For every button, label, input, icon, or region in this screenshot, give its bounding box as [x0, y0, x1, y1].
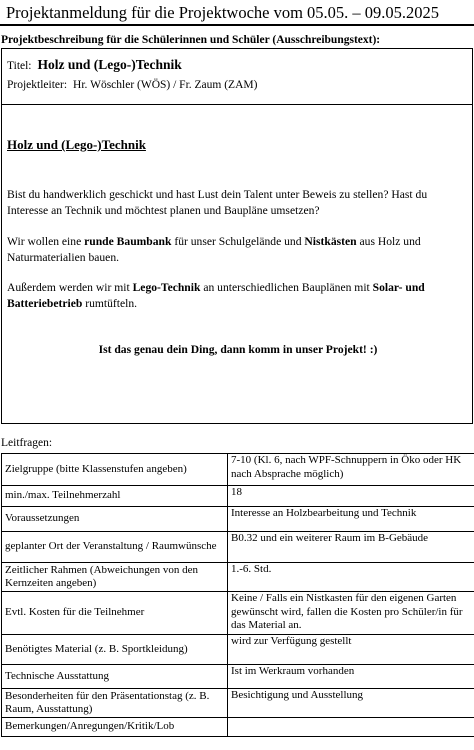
table-row: [2, 592, 474, 635]
table-row: [2, 532, 474, 563]
project-leader-line: [7, 79, 257, 91]
row-value: 18: [228, 486, 474, 507]
row-value: [228, 718, 474, 737]
row-label: Voraussetzungen: [2, 507, 228, 532]
project-leader: Hr. Wöschler (WÖS) / Fr. Zaum (ZAM): [73, 79, 258, 91]
table-row: [2, 718, 474, 737]
row-label: Besonderheiten für den Präsentationstag (z. B. Raum, Ausstattung): [2, 689, 228, 718]
row-value: wird zur Verfügung gestellt: [228, 635, 474, 665]
table-row: [2, 454, 474, 486]
table-row: [2, 665, 474, 689]
row-value: 7-10 (Kl. 6, nach WPF-Schnuppern in Öko oder HK nach Absprache möglich): [228, 454, 474, 486]
paragraph-plans-text-3: aus Holz und Naturmaterialien bauen.: [7, 235, 421, 264]
row-value: Interesse an Holzbearbeitung und Technik: [228, 507, 474, 532]
leitfragen-label: Leitfragen:: [1, 437, 53, 449]
row-value: B0.32 und ein weiterer Raum im B-Gebäude: [228, 532, 474, 563]
paragraph-plans-text-1: Wir wollen eine: [7, 235, 85, 248]
row-value: Keine / Falls ein Nistkasten für den eigenen Garten gewünscht wird, fallen die Kosten pro Schüler/in für das Material an.: [228, 592, 474, 635]
description-section-label: Projektbeschreibung für die Schülerinnen und Schüler (Ausschreibungstext):: [1, 34, 381, 46]
paragraph-lego-text-1: Außerdem werden wir mit: [7, 281, 133, 294]
project-title: Holz und (Lego-)Technik: [37, 57, 182, 72]
page-header: [0, 0, 474, 26]
page-title: Projektanmeldung für die Projektwoche vom 05.05. – 09.05.2025: [6, 3, 440, 22]
table-row: [2, 689, 474, 718]
table-row: [2, 486, 474, 507]
highlight-lego-technik: Lego-Technik: [132, 281, 201, 294]
paragraph-intro: Bist du handwerklich geschickt und hast Lust dein Talent unter Beweis zu stellen? Hast du Interesse an Technik und möchtest planen und Baupläne umsetzen?: [7, 188, 428, 217]
project-title-line: [7, 57, 182, 73]
paragraph-plans: [7, 234, 469, 265]
row-value: Besichtigung und Ausstellung: [228, 689, 474, 718]
paragraph-lego: [7, 280, 469, 311]
table-row: [2, 563, 474, 592]
highlight-nistkaesten: Nistkästen: [304, 235, 357, 248]
paragraph-plans-text-2: für unser Schulgelände und: [171, 235, 305, 248]
leader-label: Projektleiter:: [7, 79, 68, 91]
content-heading: Holz und (Lego-)Technik: [7, 137, 146, 152]
row-label: Benötigtes Material (z. B. Sportkleidung): [2, 635, 228, 665]
highlight-baumbank: runde Baumbank: [84, 235, 172, 248]
row-value: Ist im Werkraum vorhanden: [228, 665, 474, 689]
title-label: Titel:: [7, 60, 32, 72]
paragraph-lego-text-2: an unterschiedlichen Bauplänen mit: [200, 281, 373, 294]
description-box: [1, 48, 473, 424]
row-label: Evtl. Kosten für die Teilnehmer: [2, 592, 228, 635]
highlight-solar-batterie: Solar- und Batteriebetrieb: [7, 281, 425, 310]
row-label: Bemerkungen/Anregungen/Kritik/Lob: [2, 718, 228, 737]
leitfragen-table: [1, 453, 474, 737]
table-row: [2, 507, 474, 532]
row-label: min./max. Teilnehmerzahl: [2, 486, 228, 507]
row-label: Zielgruppe (bitte Klassenstufen angeben): [2, 454, 228, 486]
paragraph-lego-text-3: rumtüfteln.: [82, 296, 138, 310]
row-value: 1.-6. Std.: [228, 563, 474, 592]
row-label: Technische Ausstattung: [2, 665, 228, 689]
closing-call-to-action: Ist das genau dein Ding, dann komm in unser Projekt! :): [98, 343, 378, 356]
row-label: Zeitlicher Rahmen (Abweichungen von den Kernzeiten angeben): [2, 563, 228, 592]
row-label: geplanter Ort der Veranstaltung / Raumwünsche: [2, 532, 228, 563]
project-title-area: [2, 49, 472, 105]
table-row: [2, 635, 474, 665]
